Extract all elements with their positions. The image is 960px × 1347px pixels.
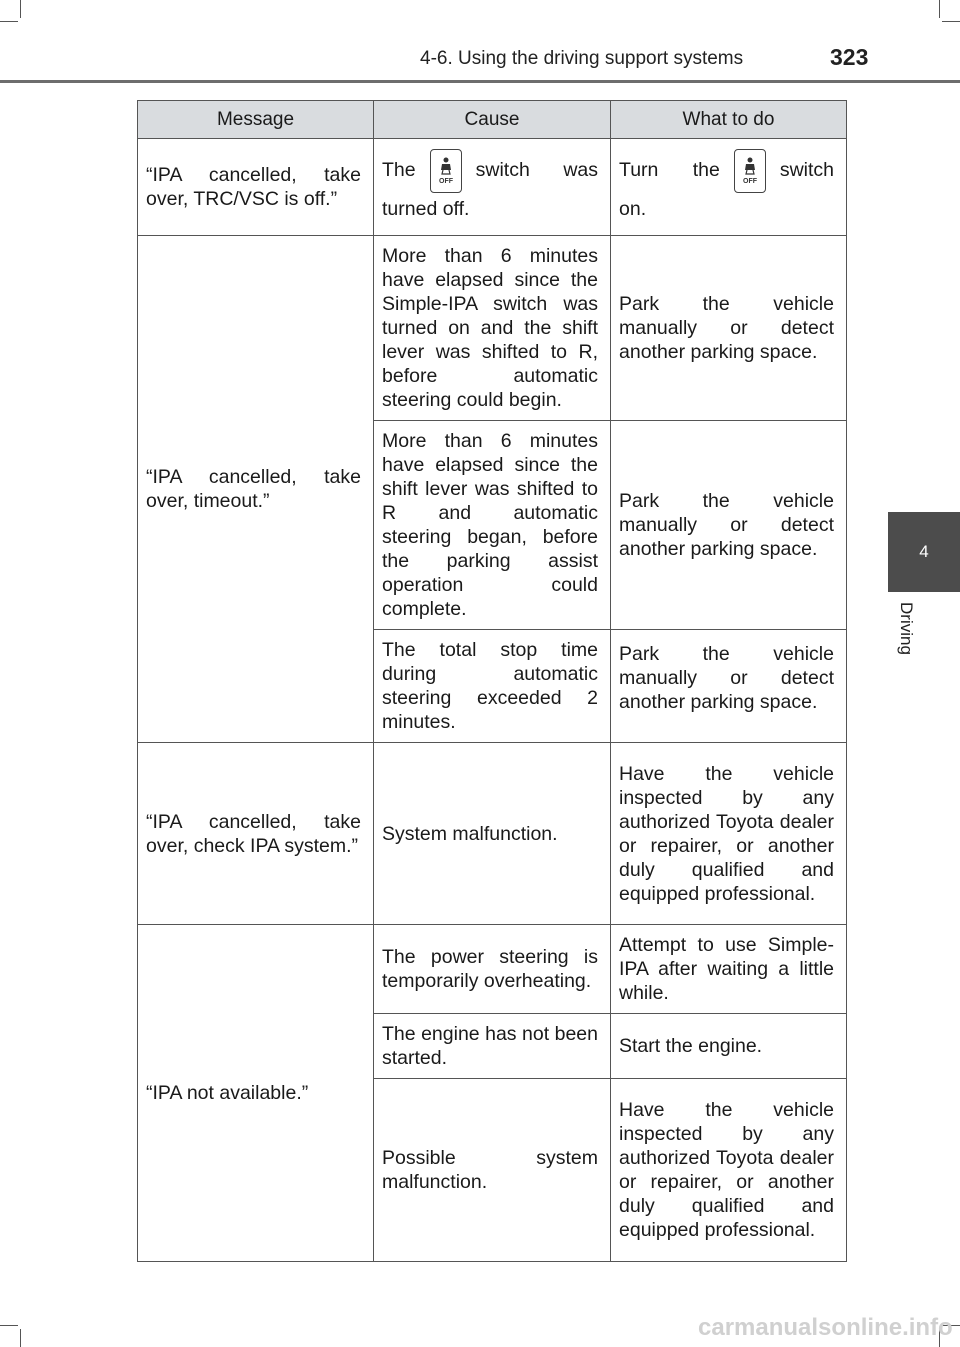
cause-text-suffix: switch was turned off. [382,159,598,220]
cause-text: The power steering is temporarily overheating. [382,946,598,992]
message-cell [138,925,374,1262]
icon-off-label: OFF [438,178,453,185]
cause-cell [374,236,611,421]
crop-mark [0,1325,18,1326]
cause-text-prefix: The [382,159,416,182]
action-text: Start the engine. [619,1035,763,1057]
action-text: Have the vehicle inspected by any authorized Toyota dealer or repairer, or another duly qualified and equipped professional. [619,762,834,905]
cause-text: System malfunction. [382,822,558,845]
table-row [138,139,847,236]
section-title: 4-6. Using the driving support systems [420,48,744,69]
message-cell [138,139,374,236]
cause-cell [374,925,611,1014]
message-text: “IPA cancelled, take over, TRC/VSC is off.” [146,164,361,210]
action-cell [611,139,847,236]
parking-assist-off-switch-icon [734,149,766,193]
action-text: Park the vehicle manually or detect another parking space. [619,490,834,560]
table-header-row [138,101,847,139]
icon-off-label: OFF [742,178,757,185]
cause-text: More than 6 minutes have elapsed since the shift lever was shifted to R and automatic steering began, before the parking assist operation could complete. [382,430,598,620]
chapter-number: 4 [919,542,929,561]
column-header-what-to-do: What to do [611,101,847,139]
message-cell [138,236,374,743]
action-cell [611,743,847,925]
cause-cell [374,1014,611,1079]
action-cell [611,236,847,421]
column-header-message: Message [138,101,374,139]
crop-mark [0,21,18,22]
message-text: “IPA cancelled, take over, check IPA system.” [146,810,361,857]
action-text: Have the vehicle inspected by any authorized Toyota dealer or repairer, or another duly qualified and equipped professional. [619,1099,834,1241]
crop-mark [942,21,960,22]
action-text-prefix: Turn the [619,159,720,182]
cause-text: More than 6 minutes have elapsed since the Simple-IPA switch was turned on and the shift lever was shifted to R, before automatic steering could begin. [382,245,598,411]
cause-cell [374,1079,611,1262]
table-row [138,925,847,1014]
action-cell [611,1014,847,1079]
action-cell [611,925,847,1014]
column-header-cause: Cause [374,101,611,139]
chapter-label-container [888,602,932,672]
cause-text: The engine has not been started. [382,1023,598,1069]
cause-cell [374,421,611,630]
action-cell [611,1079,847,1262]
message-text: “IPA not available.” [146,1082,309,1104]
watermark: carmanualsonline.info [698,1314,953,1341]
chapter-tab [888,512,960,592]
cause-cell [374,630,611,743]
message-text: “IPA cancelled, take over, timeout.” [146,466,361,512]
cause-text: The total stop time during automatic steering exceeded 2 minutes. [382,639,598,733]
chapter-label: Driving [897,602,916,655]
action-cell [611,630,847,743]
message-table [137,100,847,1262]
message-cell [138,743,374,925]
action-cell [611,421,847,630]
table-row [138,743,847,925]
action-text: Park the vehicle manually or detect another parking space. [619,293,834,363]
cause-cell [374,743,611,925]
action-text: Park the vehicle manually or detect another parking space. [619,643,834,713]
action-text-suffix: switch on. [619,159,834,220]
cause-text: Possible system malfunction. [382,1147,598,1193]
header-divider [0,80,960,83]
parking-assist-off-switch-icon [430,149,462,193]
crop-mark [20,1329,21,1347]
crop-mark [20,0,21,18]
action-text: Attempt to use Simple-IPA after waiting a little while. [619,934,834,1004]
table-row [138,236,847,421]
page-number: 323 [830,44,869,70]
crop-mark [939,0,940,18]
cause-cell [374,139,611,236]
